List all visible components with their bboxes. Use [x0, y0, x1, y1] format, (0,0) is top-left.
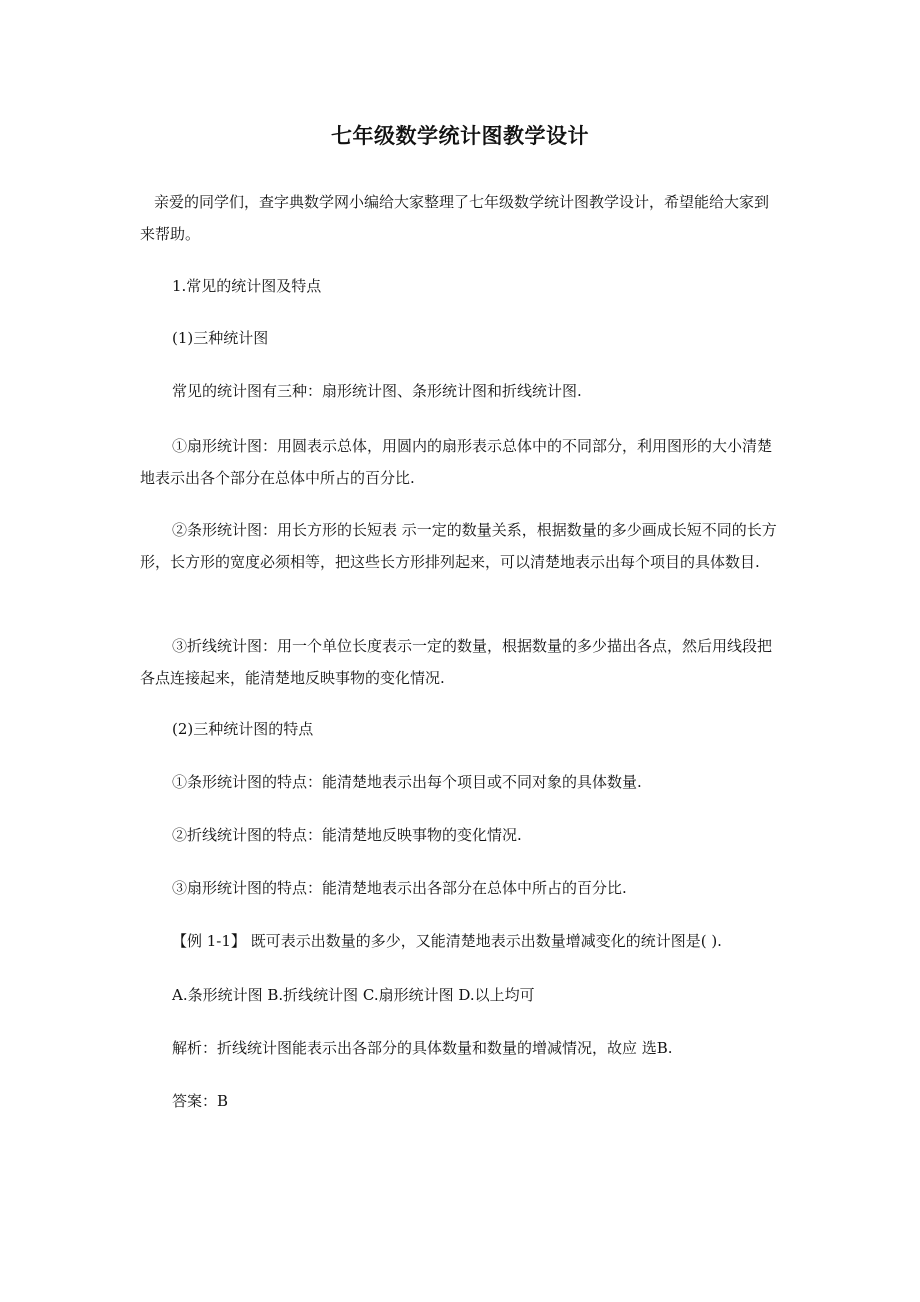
- subsection-heading: (1)三种统计图: [172, 329, 269, 347]
- feature-pie-chart: ③扇形统计图的特点：能清楚地表示出各部分在总体中所占的百分比.: [172, 879, 627, 897]
- feature-line-chart: ②折线统计图的特点：能清楚地反映事物的变化情况.: [172, 826, 522, 844]
- example-label: 【例 1-1】: [172, 932, 246, 950]
- subsection-heading-features: (2)三种统计图的特点: [172, 720, 314, 738]
- paragraph-pie-chart: ①扇形统计图：用圆表示总体，用圆内的扇形表示总体中的不同部分，利用图形的大小清楚地表示出各个部分在总体中所占的百分比.: [140, 437, 773, 487]
- document-title: 七年级数学统计图教学设计: [331, 123, 589, 148]
- paragraph-chart-types: 常见的统计图有三种：扇形统计图、条形统计图和折线统计图.: [172, 382, 582, 400]
- section-heading: 1.常见的统计图及特点: [172, 277, 322, 295]
- paragraph-line-chart: ③折线统计图：用一个单位长度表示一定的数量，根据数量的多少描出各点，然后用线段把各点连接起来，能清楚地反映事物的变化情况.: [140, 637, 773, 687]
- example-options: A.条形统计图 B.折线统计图 C.扇形统计图 D.以上均可: [172, 986, 535, 1004]
- paragraph-bar-chart: ②条形统计图：用长方形的长短表 示一定的数量关系，根据数量的多少画成长短不同的长方形，长方形的宽度必须相等，把这些长方形排列起来，可以清楚地表示出每个项目的具体数目.: [140, 521, 777, 571]
- feature-bar-chart: ①条形统计图的特点：能清楚地表示出每个项目或不同对象的具体数量.: [172, 773, 642, 791]
- intro-paragraph: 亲爱的同学们，查字典数学网小编给大家整理了七年级数学统计图教学设计，希望能给大家到来帮助。: [140, 193, 770, 243]
- example-question-text: 既可表示出数量的多少，又能清楚地表示出数量增减变化的统计图是( ).: [245, 932, 722, 950]
- example-answer: 答案：B: [172, 1092, 229, 1110]
- example-question: [140, 925, 780, 957]
- example-analysis: 解析：折线统计图能表示出各部分的具体数量和数量的增减情况，故应 选B.: [172, 1039, 673, 1057]
